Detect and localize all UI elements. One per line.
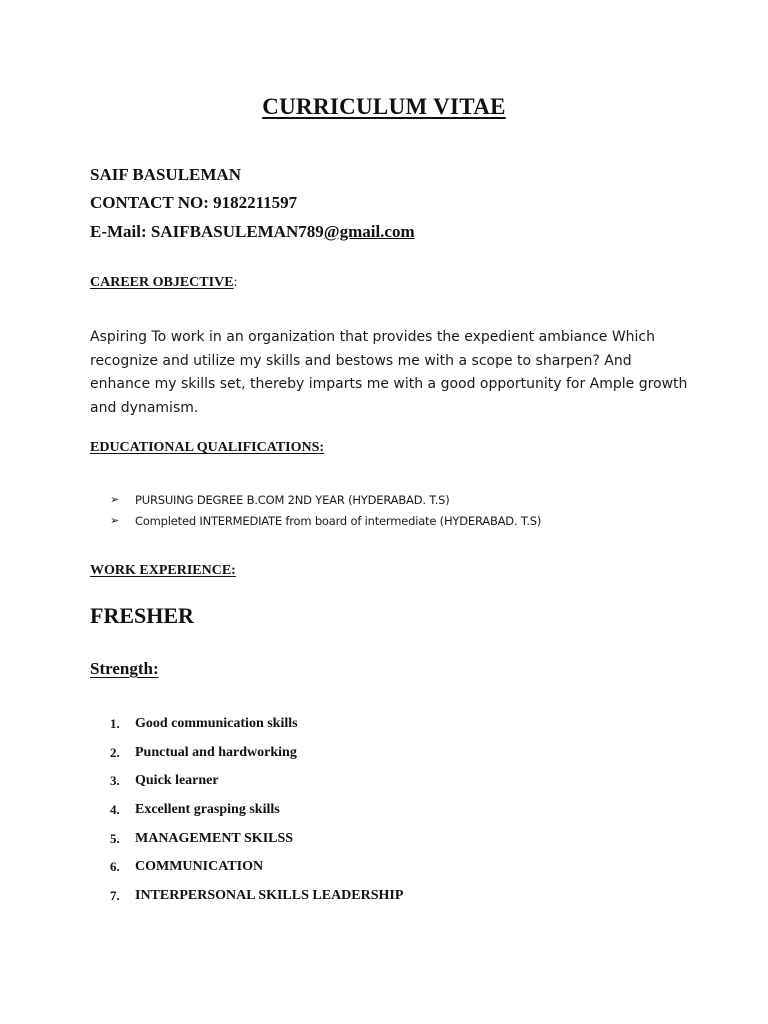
work-status: FRESHER xyxy=(90,603,194,628)
strength-number: 5. xyxy=(110,830,120,846)
strength-item xyxy=(110,828,403,857)
email-user: SAIFBASULEMAN789 xyxy=(150,222,324,241)
strength-number: 1. xyxy=(110,716,120,731)
applicant-name: SAIF BASULEMAN xyxy=(90,165,241,184)
strength-heading: Strength: xyxy=(90,659,159,678)
strength-item xyxy=(110,713,403,742)
strength-text: MANAGEMENT SKILSS xyxy=(135,830,294,846)
strength-list xyxy=(110,713,403,914)
work-experience-heading: WORK EXPERIENCE: xyxy=(90,563,236,578)
education-heading: EDUCATIONAL QUALIFICATIONS: xyxy=(90,440,325,455)
education-item-text: PURSUING DEGREE B.COM 2ND YEAR (HYDERABAD. T.S) xyxy=(135,493,450,507)
arrow-bullet-icon: ➢ xyxy=(110,514,120,527)
strength-number: 2. xyxy=(110,744,120,760)
email-value[interactable] xyxy=(151,222,415,241)
strength-item xyxy=(110,856,403,885)
strength-text: Punctual and hardworking xyxy=(135,744,297,760)
strength-text: Good communication skills xyxy=(135,716,298,731)
strength-number: 3. xyxy=(110,773,120,789)
strength-text: Quick learner xyxy=(135,773,219,789)
career-objective-heading-colon: : xyxy=(233,275,238,290)
contact-number-value: 9182211597 xyxy=(213,193,298,212)
strength-number: 6. xyxy=(110,859,120,875)
strength-item xyxy=(110,799,403,828)
career-objective-heading-text: CAREER OBJECTIVE xyxy=(90,275,234,290)
email-line xyxy=(90,222,415,242)
strength-text: COMMUNICATION xyxy=(135,859,264,875)
contact-number-label: CONTACT NO: xyxy=(90,193,209,212)
education-item-text: Completed INTERMEDIATE from board of intermediate (HYDERABAD. T.S) xyxy=(135,514,542,528)
strength-number: 7. xyxy=(110,888,120,904)
email-domain: @gmail.com xyxy=(323,222,415,241)
education-item xyxy=(110,491,541,512)
contact-number xyxy=(90,193,297,213)
arrow-bullet-icon: ➢ xyxy=(110,493,120,506)
career-objective-heading xyxy=(90,275,237,291)
strength-number: 4. xyxy=(110,802,120,818)
strength-text: Excellent grasping skills xyxy=(135,802,280,818)
strength-item xyxy=(110,770,403,799)
strength-text: INTERPERSONAL SKILLS LEADERSHIP xyxy=(135,888,404,904)
strength-item xyxy=(110,885,403,914)
education-item xyxy=(110,512,541,533)
strength-item xyxy=(110,742,403,771)
education-list xyxy=(110,491,541,533)
document-title: CURRICULUM VITAE xyxy=(262,94,506,119)
email-label: E-Mail: xyxy=(90,222,147,241)
career-objective-text: Aspiring To work in an organization that provides the expedient ambiance Which recognize and utilize my skills and bestows me with a scope to sharpen? And enhance my skills set, thereby imparts me with a good opportunity for Ample growth and dynamism. xyxy=(90,329,688,416)
